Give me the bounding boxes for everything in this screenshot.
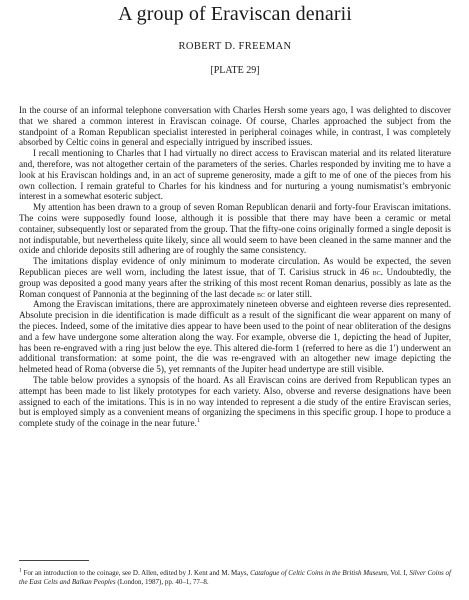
paragraph-4-part-b: . Undoubtedly, the group was deposited a good many years after the striking of this most recent Roman denarius, possibly as late as the Roman conquest of Pannonia at the beginning of the last decade xyxy=(19,266,452,299)
paragraph-1: In the course of an informal telephone conversation with Charles Hersh some years ago, I was delighted to discover that we shared a common interest in Eraviscan coinage. Of course, Charles approached the subject from the standpoint of a Roman Republican specialist interested in peripheral coinages while, in contrast, I was completely absorbed by Celtic coins in general and especially intrigued by inscribed issues. xyxy=(19,105,451,148)
footnote-text-b: , Vol. I, xyxy=(386,569,410,577)
paragraph-4-part-a: The imitations display evidence of only minimum to moderate circulation. As would be expected, the seven Republican pieces are well worn, including the latest issue, that of T. Carisius struck in 46 xyxy=(19,256,451,277)
article-body xyxy=(19,105,451,429)
paragraph-5: Among the Eraviscan imitations, there are approximately nineteen obverse and eighteen reverse dies represented. Absolute precision in die identification is made difficult as a result of the significant die wear apparent on many of the pieces. Indeed, some of the imitative dies appear to have been used to the point of near obliteration of the designs and a few have undergone some alteration along the way. For example, obverse die 1, depicting the head of Jupiter, has been re-engraved with a ring just below the eye. This altered die-form 1 (referred to here as die 1′) underwent an additional transformation: at some point, the die was re-engraved with an altogether new image depicting the helmeted head of Roma (obverse die 5), yet remnants of the Jupiter head undertype are still visible. xyxy=(19,299,451,375)
era-abbrev: bc xyxy=(372,266,381,277)
footnote-book-title: Catalogue of Celtic Coins in the British Museum xyxy=(250,569,387,577)
plate-reference: [PLATE 29] xyxy=(210,65,260,76)
footnote-text-c: (London, 1987), pp. 40–1, 77–8. xyxy=(115,578,209,586)
footnote-marker[interactable]: 1 xyxy=(196,418,200,425)
paragraph-4 xyxy=(19,256,451,299)
footnote-divider xyxy=(19,560,89,561)
paragraph-2: I recall mentioning to Charles that I had virtually no direct access to Eraviscan material and its related literature and, therefore, was not altogether certain of the parameters of the series. Charles responded by inviting me to have a look at his Eraviscan holdings and, in an act of supreme generosity, made a gift to me of one of the pieces from his own collection. I remain grateful to Charles for his kindness and for nurturing a young numismatist’s embryonic interest in a somewhat esoteric subject. xyxy=(19,148,451,202)
footnote-text-a: For an introduction to the coinage, see D. Allen, edited by J. Kent and M. Mays, xyxy=(23,569,251,577)
article-title: A group of Eraviscan denarii xyxy=(118,3,352,25)
paragraph-6 xyxy=(19,375,451,429)
author-name: ROBERT D. FREEMAN xyxy=(178,41,292,52)
footnote-number: 1 xyxy=(19,567,22,574)
footnote-volume-title: Silver Coins of the East Celts and Balkan Peoples xyxy=(19,569,451,586)
paragraph-3: My attention has been drawn to a group of seven Roman Republican denarii and forty-four Eraviscan imitations. The coins were supposedly found loose, although it is possible that there may have been a ceramic or metal container, subsequently lost or separated from the group. That the fifty-one coins originally formed a single deposit is not indisputable, but nevertheless quite likely, since all would seem to have been cleaned in the same manner and the oxide and chloride deposits still adhering are of roughly the same consistency. xyxy=(19,202,451,256)
paragraph-4-part-c: or later still. xyxy=(265,288,313,299)
era-abbrev: bc xyxy=(257,288,266,299)
footnote xyxy=(19,569,451,587)
paragraph-6-text: The table below provides a synopsis of the hoard. As all Eraviscan coins are derived from Republican types an attempt has been made to list likely prototypes for each variety. Also, obverse and reverse designations have been assigned to each of the imitations. This is in no way intended to represent a die study of the entire Eraviscan series, but is employed simply as a convenient means of organizing the specimens in this specific group. I hope to produce a complete study of the coinage in the near future. xyxy=(19,374,451,429)
